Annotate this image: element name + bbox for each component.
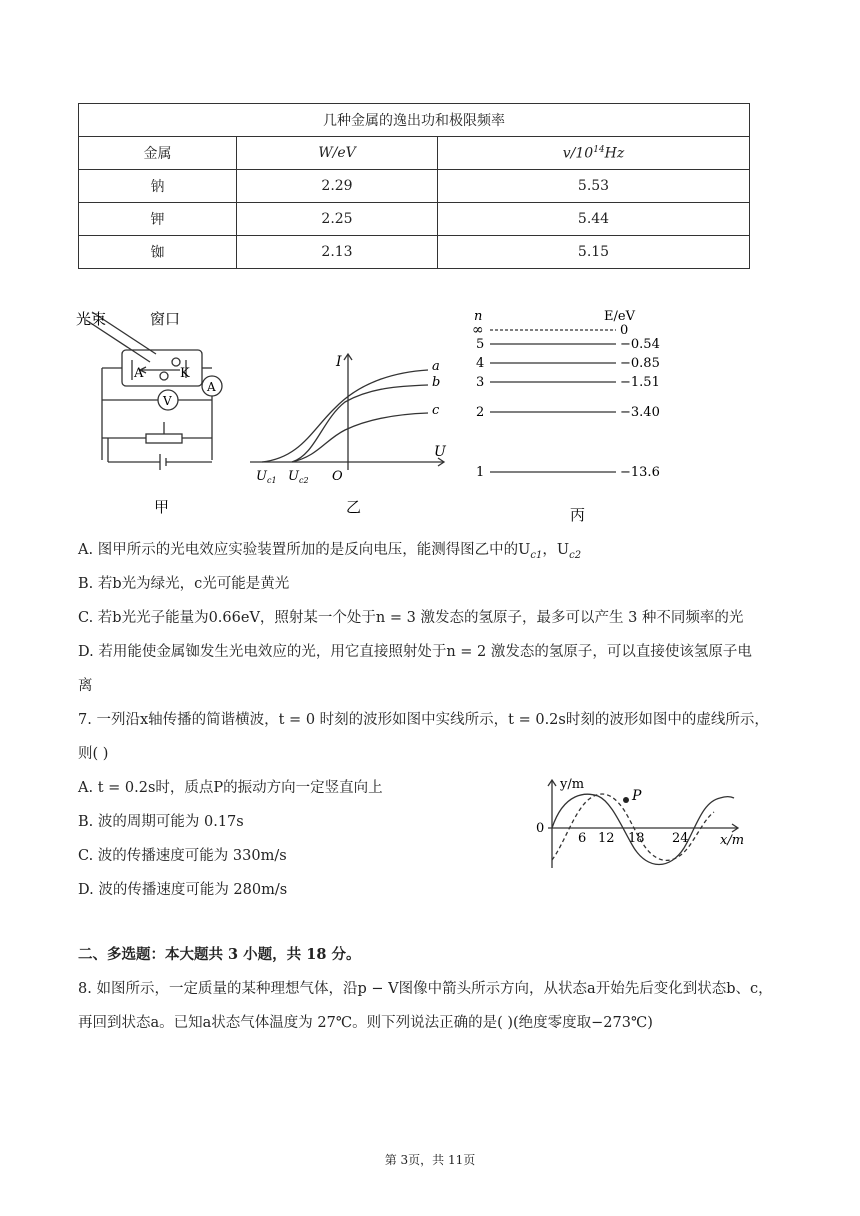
label-voltmeter: V [163, 394, 172, 408]
header-metal: 金属 [79, 137, 237, 170]
caption-bing: 丙 [570, 506, 586, 524]
label-uc1: $U_{c1}$ [256, 469, 277, 485]
caption-yi: 乙 [346, 498, 362, 516]
q6-option-b: B. 若b光为绿光，c光可能是黄光 [78, 576, 290, 592]
label-uc2: $U_{c2}$ [288, 469, 309, 485]
q7-stem-line1: 7. 一列沿x轴传播的简谐横波，t = 0 时刻的波形如图中实线所示，t = 0.2s时刻的波形如图中的虚线所示， [78, 712, 769, 728]
tick-label: 18 [628, 831, 645, 846]
metal-table [78, 103, 750, 269]
label-origin: O [332, 469, 343, 484]
level-e: −3.40 [620, 405, 660, 420]
table-row [79, 236, 750, 269]
q6-option-c: C. 若b光光子能量为0.66eV，照射某一个处于n = 3 激发态的氢原子，最多可以产生 3 种不同频率的光 [78, 610, 744, 626]
tick-label: 12 [598, 831, 615, 846]
label-y-axis: y/m [560, 777, 585, 792]
cell-metal: 钾 [79, 203, 237, 236]
table-title-row [79, 104, 750, 137]
label-curve-b: b [432, 375, 441, 390]
cell-w: 2.25 [237, 203, 438, 236]
iu-graph [250, 354, 444, 470]
table-row [79, 203, 750, 236]
q7-option-a: A. t = 0.2s时，质点P的振动方向一定竖直向上 [78, 780, 383, 796]
cell-metal: 钠 [79, 170, 237, 203]
q6-option-d-line2: 离 [78, 678, 93, 694]
q7-option-c: C. 波的传播速度可能为 330m/s [78, 848, 287, 864]
q7-option-b: B. 波的周期可能为 0.17s [78, 814, 244, 830]
q7-option-d: D. 波的传播速度可能为 280m/s [78, 882, 288, 898]
wave-figure [530, 772, 770, 872]
figure-jia-yi-bing [0, 290, 860, 530]
q6-option-a: A. 图甲所示的光电效应实验装置所加的是反向电压，能测得图乙中的$U_{c1}$，$U_{c2}$ [78, 542, 582, 561]
label-i-axis: I [336, 354, 342, 370]
tick-label: 6 [578, 831, 587, 846]
header-w: W/eV [237, 137, 438, 170]
level-e: −13.6 [620, 465, 660, 480]
label-chuangkou: 窗口 [150, 310, 181, 328]
q6-option-d-line1: D. 若用能使金属铷发生光电效应的光，用它直接照射处于n = 2 激发态的氢原子，可以直接使该氢原子电 [78, 644, 752, 660]
level-e: −0.85 [620, 356, 660, 371]
level-n: 4 [476, 356, 485, 371]
label-electrode-k: K [180, 366, 190, 381]
label-u-axis: U [434, 444, 446, 460]
table-header-row [79, 137, 750, 170]
cell-metal: 铷 [79, 236, 237, 269]
label-n: n [474, 309, 483, 324]
level-n: 2 [476, 405, 485, 420]
level-e: 0 [620, 323, 629, 338]
circuit-diagram [86, 312, 222, 470]
cell-v: 5.44 [438, 203, 750, 236]
cell-v: 5.15 [438, 236, 750, 269]
label-curve-c: c [432, 403, 440, 418]
cell-v: 5.53 [438, 170, 750, 203]
label-curve-a: a [432, 359, 440, 374]
label-ammeter: A [207, 380, 216, 394]
energy-level-diagram [490, 330, 616, 472]
level-n: ∞ [472, 322, 484, 338]
label-x-axis: x/m [720, 833, 745, 848]
q8-line1: 8. 如图所示，一定质量的某种理想气体，沿p − V图像中箭头所示方向，从状态a开始先后变化到状态b、c， [78, 981, 773, 997]
cell-w: 2.13 [237, 236, 438, 269]
label-electrode-a: A [134, 366, 144, 381]
level-n: 3 [476, 375, 485, 390]
level-n: 5 [476, 337, 485, 352]
table-title: 几种金属的逸出功和极限频率 [79, 104, 750, 137]
level-e: −0.54 [620, 337, 660, 352]
label-e-ev: E/eV [604, 309, 635, 324]
header-v: $v/10^{14}Hz$ [438, 137, 750, 170]
point-p [623, 797, 629, 803]
label-zero: 0 [536, 821, 545, 836]
label-p: P [632, 788, 642, 804]
q7-stem-line2: 则( ) [78, 746, 109, 762]
table-row [79, 170, 750, 203]
section-heading: 二、多选题：本大题共 3 小题，共 18 分。 [78, 946, 361, 963]
page-footer: 第 3页，共 11页 [384, 1153, 476, 1167]
level-e: −1.51 [620, 375, 660, 390]
caption-jia: 甲 [154, 498, 170, 516]
label-guangshu: 光束 [76, 310, 107, 328]
level-n: 1 [476, 465, 485, 480]
q8-line2: 再回到状态a。已知a状态气体温度为 27℃。则下列说法正确的是( )(绝度零度取−273℃) [78, 1015, 653, 1031]
tick-label: 24 [672, 831, 689, 846]
cell-w: 2.29 [237, 170, 438, 203]
